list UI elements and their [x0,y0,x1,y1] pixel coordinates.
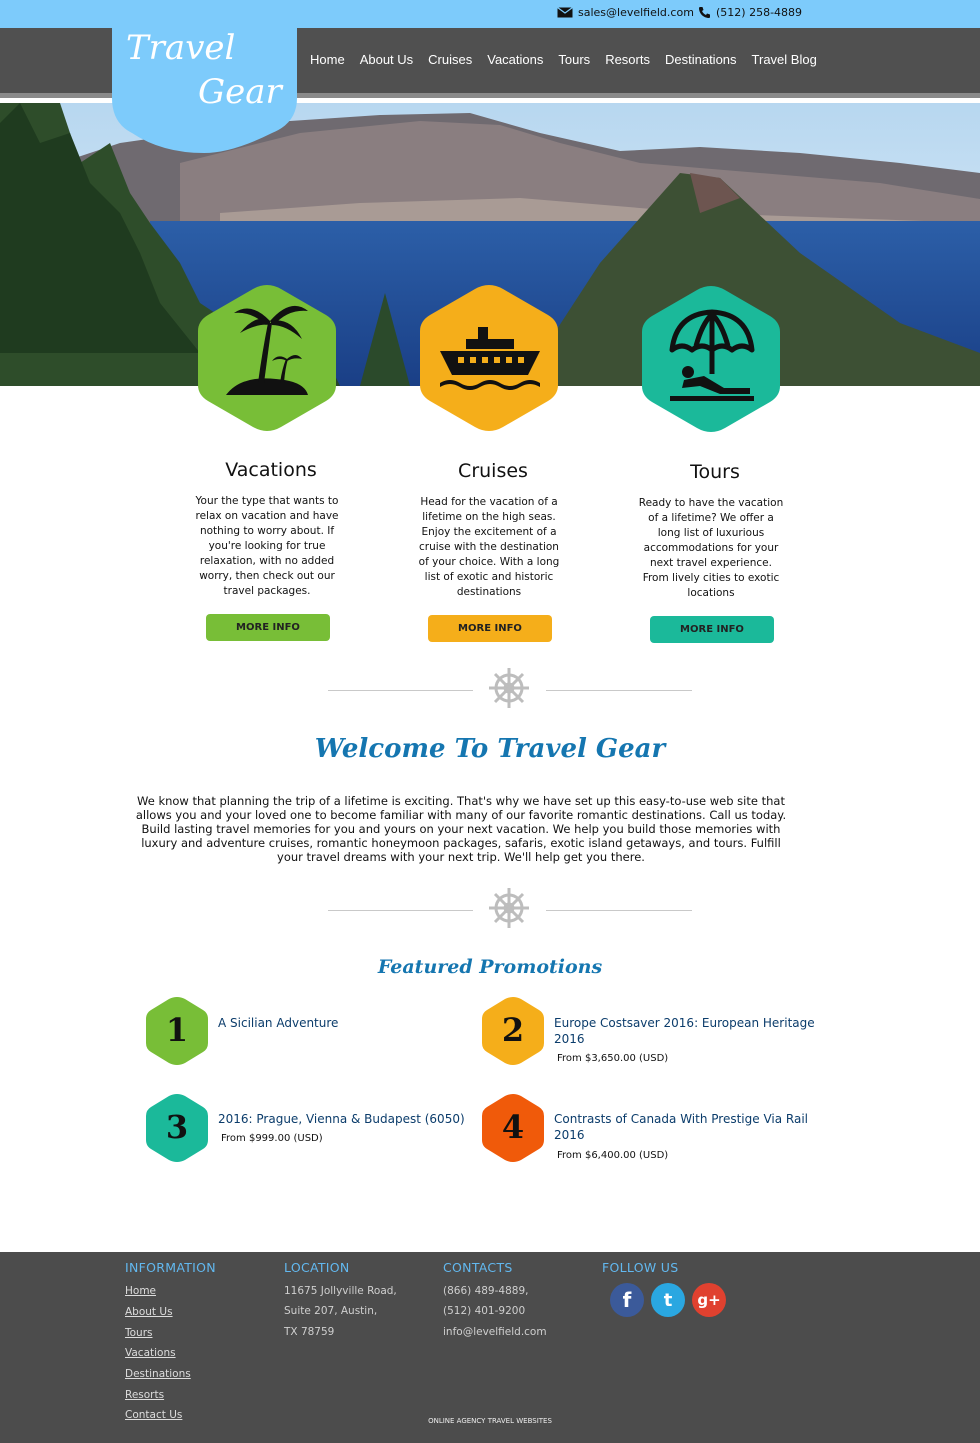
promo-number: 1 [165,1011,189,1049]
footer-link-contact-us[interactable]: Contact Us [125,1409,183,1421]
promo-number-badge [481,996,545,1066]
vacations-hexagon[interactable] [196,283,338,433]
promo-number: 3 [165,1108,189,1146]
email-text: sales@levelfield.com [578,6,694,19]
cruises-description: Head for the vacation of a lifetime on the high seas. Enjoy the excitement of a cruise with the destination of your choice. With a long list of exotic and historic destinations [418,496,560,598]
footer-address-line: Suite 207, Austin, [284,1305,378,1317]
ship-wheel-icon [487,666,531,710]
main-nav [310,52,832,67]
promo-number-badge [145,996,209,1066]
promo-link-sicilian-adventure[interactable]: A Sicilian Adventure [218,1016,339,1030]
promo-link-europe-costsaver[interactable]: Europe Costsaver 2016: European Heritage 2016 [554,1016,815,1046]
footer-information-title: INFORMATION [125,1260,216,1275]
promo-price: From $999.00 (USD) [221,1133,323,1144]
footer-email[interactable]: info@levelfield.com [443,1326,547,1338]
promo-price: From $6,400.00 (USD) [557,1150,669,1161]
welcome-heading: Welcome To Travel Gear [314,734,666,764]
footer-link-resorts[interactable]: Resorts [125,1389,165,1401]
twitter-icon[interactable]: t [651,1283,685,1317]
divider-line-left [328,910,473,911]
nav-travel-blog[interactable]: Travel Blog [751,52,817,67]
footer-link-tours[interactable]: Tours [125,1327,153,1339]
nav-about-us[interactable]: About Us [359,52,414,67]
tours-title: Tours [690,461,740,483]
promo-number: 2 [501,1011,525,1049]
nav-tours[interactable]: Tours [558,52,591,67]
footer-location-title: LOCATION [284,1260,350,1275]
divider-line-right [546,690,692,691]
promo-number-badge [145,1093,209,1163]
promo-link-prague-vienna-budapest[interactable]: 2016: Prague, Vienna & Budapest (6050) [218,1112,465,1126]
vacations-description: Your the type that wants to relax on vacation and have nothing to worry about. If you're looking for true relaxation, with no added worry, then check out our travel packages. [195,495,339,597]
promo-price: From $3,650.00 (USD) [557,1053,669,1064]
phone-icon [698,6,711,19]
cruises-title: Cruises [458,460,528,482]
promo-number-badge [481,1093,545,1163]
footer-follow-title: FOLLOW US [602,1260,679,1275]
cruises-hexagon[interactable] [418,283,560,433]
footer-link-vacations[interactable]: Vacations [125,1347,176,1359]
google-plus-icon[interactable]: g+ [692,1283,726,1317]
promo-number: 4 [501,1108,525,1146]
footer-link-about-us[interactable]: About Us [125,1306,173,1318]
tours-more-info-button[interactable]: MORE INFO [650,616,774,643]
footer-contacts-title: CONTACTS [443,1260,513,1275]
divider-line-left [328,690,473,691]
promo-link-contrasts-of-canada[interactable]: Contrasts of Canada With Prestige Via Rail 2016 [554,1112,808,1142]
nav-destinations[interactable]: Destinations [664,52,737,67]
logo-text-line2: Gear [198,72,282,112]
nav-vacations[interactable]: Vacations [487,52,544,67]
featured-promotions-heading: Featured Promotions [377,956,603,978]
nav-home[interactable]: Home [310,52,345,67]
vacations-more-info-button[interactable]: MORE INFO [206,614,330,641]
footer-phone[interactable]: (866) 489-4889, [443,1285,529,1297]
envelope-icon [557,7,573,18]
email-contact[interactable] [557,6,694,19]
phone-contact[interactable] [698,6,802,19]
footer-phone[interactable]: (512) 401-9200 [443,1305,526,1317]
top-contact-bar [0,0,980,28]
footer-link-destinations[interactable]: Destinations [125,1368,191,1380]
divider-line-right [546,910,692,911]
tours-hexagon[interactable] [640,284,782,434]
cruises-more-info-button[interactable]: MORE INFO [428,615,552,642]
footer-credit[interactable]: ONLINE AGENCY TRAVEL WEBSITES [428,1417,552,1425]
phone-text: (512) 258-4889 [716,6,803,19]
ship-wheel-icon [487,886,531,930]
vacations-title: Vacations [225,459,317,481]
footer-link-home[interactable]: Home [125,1285,157,1297]
logo-text-line1: Travel [126,28,236,68]
nav-cruises[interactable]: Cruises [428,52,473,67]
welcome-text: We know that planning the trip of a lifetime is exciting. That's why we have set up this easy-to-use web site that allows you and your loved one to become familiar with many of our favorite romantic destinations. Call us today. Build lasting travel memories for you and yours on your next vacation. We help you build those memories with luxury and adventure cruises, romantic honeymoon packages, safaris, exotic island getaways, and tours. Fulfill your travel dreams with your next trip. We'll help get you there. [135,794,787,864]
footer-address-line: 11675 Jollyville Road, [284,1285,397,1297]
tours-description: Ready to have the vacation of a lifetime? We offer a long list of luxurious accommodations for your next travel experience. From lively cities to exotic locations [638,497,784,599]
nav-resorts[interactable]: Resorts [605,52,650,67]
footer-address-line: TX 78759 [284,1326,335,1338]
facebook-icon[interactable]: f [610,1283,644,1317]
